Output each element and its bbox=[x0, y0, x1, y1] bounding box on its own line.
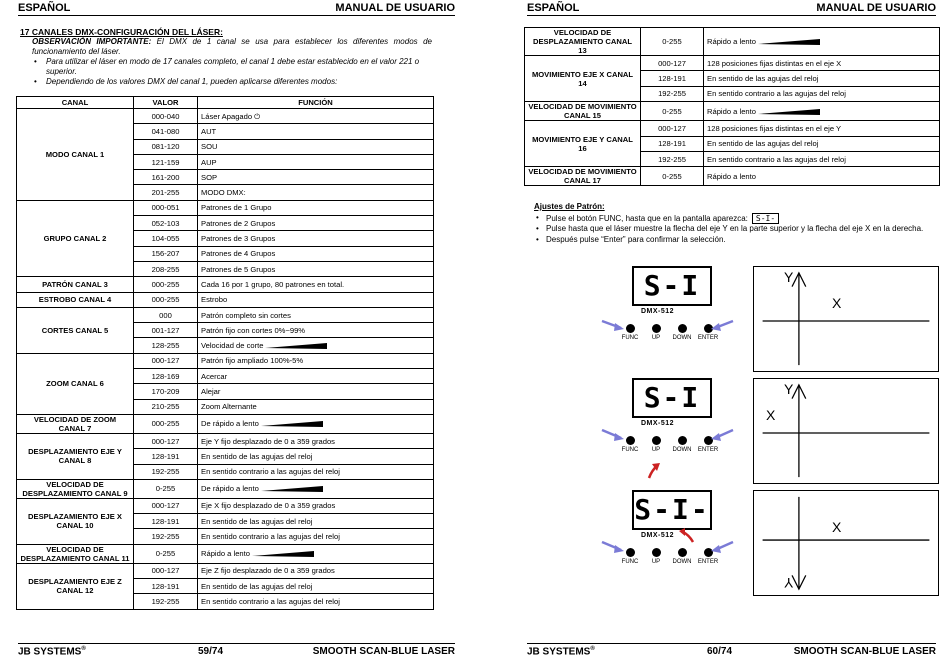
button-label: FUNC bbox=[621, 335, 639, 341]
lcd-text: S-I bbox=[643, 269, 701, 302]
function-cell bbox=[198, 277, 434, 292]
function-cell bbox=[198, 579, 434, 594]
y-axis-label: Y bbox=[784, 575, 794, 591]
function-cell bbox=[198, 292, 434, 307]
function-cell bbox=[198, 594, 434, 609]
function-text: MODO DMX: bbox=[201, 188, 246, 198]
function-cell bbox=[198, 353, 434, 368]
channel-cell: VELOCIDAD DE MOVIMIENTO CANAL 17 bbox=[525, 167, 641, 186]
function-cell bbox=[198, 563, 434, 578]
value-cell: 052-103 bbox=[134, 216, 198, 231]
function-text: Rápido a lento bbox=[707, 171, 756, 181]
brand-name: JB SYSTEMS bbox=[18, 646, 82, 657]
pattern-steps bbox=[534, 213, 939, 246]
function-text: Acercar bbox=[201, 371, 228, 381]
table-row bbox=[17, 563, 434, 578]
function-cell bbox=[198, 185, 434, 200]
value-cell: 192-255 bbox=[641, 151, 704, 166]
function-cell bbox=[198, 338, 434, 353]
button-label: DOWN bbox=[672, 447, 692, 453]
red-curved-arrow-icon bbox=[649, 466, 657, 478]
up-button[interactable] bbox=[645, 436, 667, 453]
value-cell: 201-255 bbox=[134, 185, 198, 200]
function-cell bbox=[198, 246, 434, 261]
function-text: Eje X fijo desplazado de 0 a 359 grados bbox=[201, 501, 336, 511]
channel-cell: MOVIMIENTO EJE Y CANAL 16 bbox=[525, 121, 641, 167]
button-label: UP bbox=[651, 447, 661, 453]
function-text: Rápido a lento bbox=[707, 106, 756, 116]
function-text: En sentido de las agujas del reloj bbox=[201, 451, 313, 461]
function-text: Patrón completo sin cortes bbox=[201, 310, 291, 320]
step-text: Pulse el botón FUNC, hasta que en la pantalla aparezca: bbox=[546, 213, 748, 223]
page-header bbox=[527, 0, 936, 16]
table-row bbox=[17, 277, 434, 292]
inline-lcd-display: S-I- bbox=[752, 213, 779, 224]
function-text: 128 posiciones fijas distintas en el eje Y bbox=[707, 123, 842, 133]
x-axis-label: X bbox=[766, 407, 776, 423]
function-cell bbox=[198, 544, 434, 563]
axes-diagram-mirrored bbox=[753, 378, 939, 484]
value-cell: 0-255 bbox=[641, 28, 704, 56]
function-text: Patrón fijo con cortes 0%~99% bbox=[201, 325, 306, 335]
model-label: DMX-512 bbox=[641, 308, 675, 315]
function-cell bbox=[704, 167, 940, 186]
red-curved-arrow-icon bbox=[683, 532, 693, 542]
table-row bbox=[525, 167, 940, 186]
table-row bbox=[17, 109, 434, 124]
axes-diagram-flipped bbox=[753, 490, 939, 596]
function-text: Patrones de 4 Grupos bbox=[201, 249, 276, 259]
value-cell: 192-255 bbox=[134, 529, 198, 544]
registered-mark: ® bbox=[590, 645, 595, 652]
model-label: DMX-512 bbox=[641, 420, 675, 427]
table-row bbox=[17, 479, 434, 498]
button-label: ENTER bbox=[697, 447, 719, 453]
channel-cell: ZOOM CANAL 6 bbox=[17, 353, 134, 414]
function-cell bbox=[198, 154, 434, 169]
column-header-channel: CANAL bbox=[17, 97, 134, 109]
value-cell: 081-120 bbox=[134, 139, 198, 154]
value-cell: 000-127 bbox=[134, 563, 198, 578]
function-text: SOU bbox=[201, 142, 218, 152]
value-cell: 104-055 bbox=[134, 231, 198, 246]
product-name: SMOOTH SCAN-BLUE LASER bbox=[312, 646, 455, 657]
speed-wedge-icon bbox=[758, 39, 820, 45]
controller-panel bbox=[597, 490, 737, 598]
function-cell bbox=[198, 514, 434, 529]
table-row bbox=[17, 307, 434, 322]
table-row bbox=[525, 102, 940, 121]
value-cell: 041-080 bbox=[134, 124, 198, 139]
value-cell: 128-169 bbox=[134, 369, 198, 384]
value-cell: 000-127 bbox=[134, 353, 198, 368]
channel-cell: PATRÓN CANAL 3 bbox=[17, 277, 134, 292]
footer-brand bbox=[527, 646, 707, 657]
value-cell: 000-127 bbox=[134, 498, 198, 513]
pattern-step: • Pulse hasta que el láser muestre la flecha del eje Y en la parte superior y la flecha del eje X en la derecha. bbox=[536, 224, 939, 235]
table-row bbox=[17, 544, 434, 563]
function-cell bbox=[704, 56, 940, 71]
lcd-text: S-I bbox=[643, 381, 701, 414]
function-text: Eje Z fijo desplazado de 0 a 359 grados bbox=[201, 566, 335, 576]
table-body bbox=[525, 28, 940, 186]
button-label: FUNC bbox=[621, 559, 639, 565]
brand-name: JB SYSTEMS bbox=[527, 646, 591, 657]
value-cell: 208-255 bbox=[134, 261, 198, 276]
footer-brand bbox=[18, 646, 198, 657]
channel-cell: MODO CANAL 1 bbox=[17, 109, 134, 201]
table-row bbox=[17, 200, 434, 215]
page-footer bbox=[527, 643, 936, 657]
value-cell: 121-159 bbox=[134, 154, 198, 169]
value-cell: 000-127 bbox=[641, 56, 704, 71]
button-label: ENTER bbox=[697, 335, 719, 341]
function-cell bbox=[198, 369, 434, 384]
function-text: En sentido de las agujas del reloj bbox=[201, 516, 313, 526]
function-cell bbox=[198, 414, 434, 433]
column-header-value: VALOR bbox=[134, 97, 198, 109]
function-cell bbox=[198, 479, 434, 498]
function-cell bbox=[198, 231, 434, 246]
function-text: Patrones de 3 Grupos bbox=[201, 234, 276, 244]
value-cell: 000-051 bbox=[134, 200, 198, 215]
button-label: UP bbox=[651, 559, 661, 565]
x-axis-label: X bbox=[832, 519, 842, 535]
intro-bullet: • Para utilizar el láser en modo de 17 canales completo, el canal 1 debe estar establecido en el valor 221 o superior. bbox=[34, 57, 432, 77]
pattern-step bbox=[536, 213, 939, 225]
page-number: 59/74 bbox=[198, 646, 224, 657]
function-text: Estrobo bbox=[201, 295, 228, 305]
value-cell: 128-255 bbox=[134, 338, 198, 353]
function-text: En sentido contrario a las agujas del reloj bbox=[201, 596, 340, 606]
function-text: Rápido a lento bbox=[707, 37, 756, 46]
value-cell: 192-255 bbox=[641, 86, 704, 101]
function-cell bbox=[198, 433, 434, 448]
button-label: DOWN bbox=[672, 335, 692, 341]
function-text: AUP bbox=[201, 157, 217, 167]
value-cell: 192-255 bbox=[134, 464, 198, 479]
controller-panel bbox=[597, 378, 737, 486]
channel-cell: VELOCIDAD DE MOVIMIENTO CANAL 15 bbox=[525, 102, 641, 121]
function-cell bbox=[704, 86, 940, 101]
lcd-display bbox=[632, 266, 712, 306]
pattern-step: • Después pulse “Enter” para confirmar la selección. bbox=[536, 235, 939, 246]
function-cell bbox=[704, 151, 940, 166]
button-label: ENTER bbox=[697, 559, 719, 565]
table-row bbox=[17, 433, 434, 448]
function-cell bbox=[198, 323, 434, 338]
y-axis-label: Y bbox=[784, 269, 794, 285]
function-cell bbox=[198, 449, 434, 464]
value-cell: 128-191 bbox=[641, 136, 704, 151]
table-row bbox=[17, 353, 434, 368]
table-row bbox=[17, 414, 434, 433]
down-button[interactable] bbox=[671, 548, 693, 565]
function-text: Patrón fijo ampliado 100%-5% bbox=[201, 356, 304, 366]
function-cell bbox=[198, 139, 434, 154]
product-name: SMOOTH SCAN-BLUE LASER bbox=[793, 646, 936, 657]
function-cell bbox=[198, 216, 434, 231]
channel-cell: CORTES CANAL 5 bbox=[17, 307, 134, 353]
value-cell: 192-255 bbox=[134, 594, 198, 609]
function-cell bbox=[704, 28, 940, 56]
channel-cell: ESTROBO CANAL 4 bbox=[17, 292, 134, 307]
lcd-text: S-I- bbox=[634, 493, 710, 526]
function-text: En sentido contrario a las agujas del reloj bbox=[201, 467, 340, 477]
function-text: Rápido a lento bbox=[201, 549, 250, 559]
down-button[interactable] bbox=[671, 436, 693, 453]
func-button[interactable] bbox=[619, 324, 641, 341]
value-cell: 0-255 bbox=[134, 479, 198, 498]
speed-wedge-icon bbox=[261, 486, 323, 492]
lcd-display bbox=[632, 490, 712, 530]
y-axis-label: Y bbox=[784, 381, 794, 397]
button-label: UP bbox=[651, 335, 661, 341]
value-cell: 156-207 bbox=[134, 246, 198, 261]
function-text: Eje Y fijo desplazado de 0 a 359 grados bbox=[201, 436, 335, 446]
up-button[interactable] bbox=[645, 548, 667, 565]
value-cell: 000-255 bbox=[134, 277, 198, 292]
down-button[interactable] bbox=[671, 324, 693, 341]
intro-bullet: • Dependiendo de los valores DMX del canal 1, pueden aplicarse diferentes modos: bbox=[34, 77, 432, 87]
function-cell bbox=[198, 384, 434, 399]
function-text: En sentido de las agujas del reloj bbox=[707, 139, 819, 149]
x-axis-label: X bbox=[832, 295, 842, 311]
channel-cell: GRUPO CANAL 2 bbox=[17, 200, 134, 276]
important-note bbox=[20, 37, 432, 57]
value-cell: 128-191 bbox=[134, 449, 198, 464]
function-text: Patrones de 1 Grupo bbox=[201, 203, 272, 213]
registered-mark: ® bbox=[81, 645, 86, 652]
table-header-row bbox=[17, 97, 434, 109]
function-text: AUT bbox=[201, 126, 217, 136]
value-cell: 000 bbox=[134, 307, 198, 322]
header-manual: MANUAL DE USUARIO bbox=[816, 2, 936, 14]
controller-panel bbox=[597, 266, 737, 374]
table-row bbox=[17, 292, 434, 307]
value-cell: 161-200 bbox=[134, 170, 198, 185]
button-label: DOWN bbox=[672, 559, 692, 565]
speed-wedge-icon bbox=[265, 343, 327, 349]
page-footer bbox=[18, 643, 455, 657]
axes-lines bbox=[754, 491, 938, 595]
channel-cell: DESPLAZAMIENTO EJE Y CANAL 8 bbox=[17, 433, 134, 479]
table-row bbox=[525, 56, 940, 71]
function-cell bbox=[198, 124, 434, 139]
value-cell: 170-209 bbox=[134, 384, 198, 399]
function-text: En sentido de las agujas del reloj bbox=[201, 581, 313, 591]
function-text: 128 posiciones fijas distintas en el eje X bbox=[707, 58, 842, 68]
enter-button[interactable] bbox=[697, 324, 719, 341]
function-text: De rápido a lento bbox=[201, 484, 259, 494]
intro-bullets bbox=[20, 57, 432, 87]
value-cell: 0-255 bbox=[134, 544, 198, 563]
function-text: Láser Apagado bbox=[201, 111, 253, 121]
function-text: Patrones de 2 Grupos bbox=[201, 218, 276, 228]
button-label: FUNC bbox=[621, 447, 639, 453]
table-row bbox=[17, 498, 434, 513]
function-cell bbox=[704, 121, 940, 136]
value-cell: 000-255 bbox=[134, 414, 198, 433]
value-cell: 128-191 bbox=[134, 579, 198, 594]
value-cell: 000-040 bbox=[134, 109, 198, 124]
enter-button[interactable] bbox=[697, 548, 719, 565]
lcd-display bbox=[632, 378, 712, 418]
axes-lines bbox=[754, 267, 938, 371]
channel-cell: DESPLAZAMIENTO EJE Z CANAL 12 bbox=[17, 563, 134, 609]
func-button[interactable] bbox=[619, 548, 641, 565]
function-cell bbox=[198, 170, 434, 185]
value-cell: 128-191 bbox=[641, 71, 704, 86]
table-body bbox=[17, 109, 434, 610]
function-text: Patrones de 5 Grupos bbox=[201, 264, 276, 274]
table-row bbox=[525, 28, 940, 56]
value-cell: 0-255 bbox=[641, 167, 704, 186]
value-cell: 0-255 bbox=[641, 102, 704, 121]
page-number: 60/74 bbox=[707, 646, 733, 657]
function-cell bbox=[198, 529, 434, 544]
function-cell bbox=[704, 71, 940, 86]
up-button[interactable] bbox=[645, 324, 667, 341]
function-text: En sentido contrario a las agujas del reloj bbox=[707, 154, 846, 164]
channel-cell: VELOCIDAD DE DESPLAZAMIENTO CANAL 9 bbox=[17, 479, 134, 498]
channel-cell: VELOCIDAD DE DESPLAZAMIENTO CANAL 11 bbox=[17, 544, 134, 563]
function-text: En sentido de las agujas del reloj bbox=[707, 74, 819, 84]
function-text: SOP bbox=[201, 172, 218, 182]
speed-wedge-icon bbox=[252, 551, 314, 557]
function-cell bbox=[198, 200, 434, 215]
function-cell bbox=[198, 399, 434, 414]
value-cell: 128-191 bbox=[134, 514, 198, 529]
note-label: OBSERVACIÓN IMPORTANTE: bbox=[32, 37, 152, 46]
function-cell bbox=[198, 498, 434, 513]
column-header-function: FUNCIÓN bbox=[198, 97, 434, 109]
function-cell bbox=[198, 307, 434, 322]
channel-cell: MOVIMIENTO EJE X CANAL 14 bbox=[525, 56, 641, 102]
value-cell: 000-127 bbox=[641, 121, 704, 136]
function-text: Zoom Alternante bbox=[201, 402, 257, 412]
channel-cell: VELOCIDAD DE ZOOM CANAL 7 bbox=[17, 414, 134, 433]
function-text: Alejar bbox=[201, 386, 221, 396]
dmx-channel-table bbox=[16, 96, 434, 610]
function-cell bbox=[198, 261, 434, 276]
function-cell bbox=[704, 102, 940, 121]
channel-cell: DESPLAZAMIENTO EJE X CANAL 10 bbox=[17, 498, 134, 544]
func-button[interactable] bbox=[619, 436, 641, 453]
value-cell: 210-255 bbox=[134, 399, 198, 414]
header-manual: MANUAL DE USUARIO bbox=[335, 2, 455, 14]
value-cell: 000-127 bbox=[134, 433, 198, 448]
section-title: 17 CANALES DMX-CONFIGURACIÓN DEL LÁSER: bbox=[20, 27, 223, 37]
page-header bbox=[18, 0, 455, 16]
value-cell: 001-127 bbox=[134, 323, 198, 338]
function-cell bbox=[198, 464, 434, 479]
function-text: Velocidad de corte bbox=[201, 341, 264, 351]
header-language: ESPAÑOL bbox=[527, 2, 580, 14]
function-cell bbox=[704, 136, 940, 151]
header-language: ESPAÑOL bbox=[18, 2, 71, 14]
button-row bbox=[619, 548, 719, 565]
speed-wedge-icon bbox=[261, 421, 323, 427]
function-text: En sentido contrario a las agujas del reloj bbox=[201, 532, 340, 542]
table-row bbox=[525, 121, 940, 136]
note-text: El DMX de 1 canal se usa para establecer los diferentes modos de funcionamiento del láser. bbox=[32, 37, 432, 56]
function-cell bbox=[198, 109, 434, 124]
model-label: DMX-512 bbox=[641, 532, 675, 539]
axes-diagram-initial bbox=[753, 266, 939, 372]
dmx-intro bbox=[20, 27, 432, 87]
dmx-channel-table-continued bbox=[524, 27, 940, 186]
red-arrow-head-icon bbox=[652, 463, 660, 471]
button-row bbox=[619, 436, 719, 453]
channel-cell: VELOCIDAD DE DESPLAZAMIENTO CANAL 13 bbox=[525, 28, 641, 56]
function-text: Cada 16 por 1 grupo, 80 patrones en total. bbox=[201, 279, 345, 289]
function-text: De rápido a lento bbox=[201, 419, 259, 429]
speed-wedge-icon bbox=[758, 109, 820, 115]
value-cell: 000-255 bbox=[134, 292, 198, 307]
power-icon: ⏻ bbox=[254, 111, 261, 121]
pattern-settings bbox=[534, 202, 939, 245]
button-row bbox=[619, 324, 719, 341]
function-text: En sentido contrario a las agujas del reloj bbox=[707, 89, 846, 99]
axes-lines bbox=[754, 379, 938, 483]
pattern-title: Ajustes de Patrón: bbox=[534, 202, 605, 211]
enter-button[interactable] bbox=[697, 436, 719, 453]
